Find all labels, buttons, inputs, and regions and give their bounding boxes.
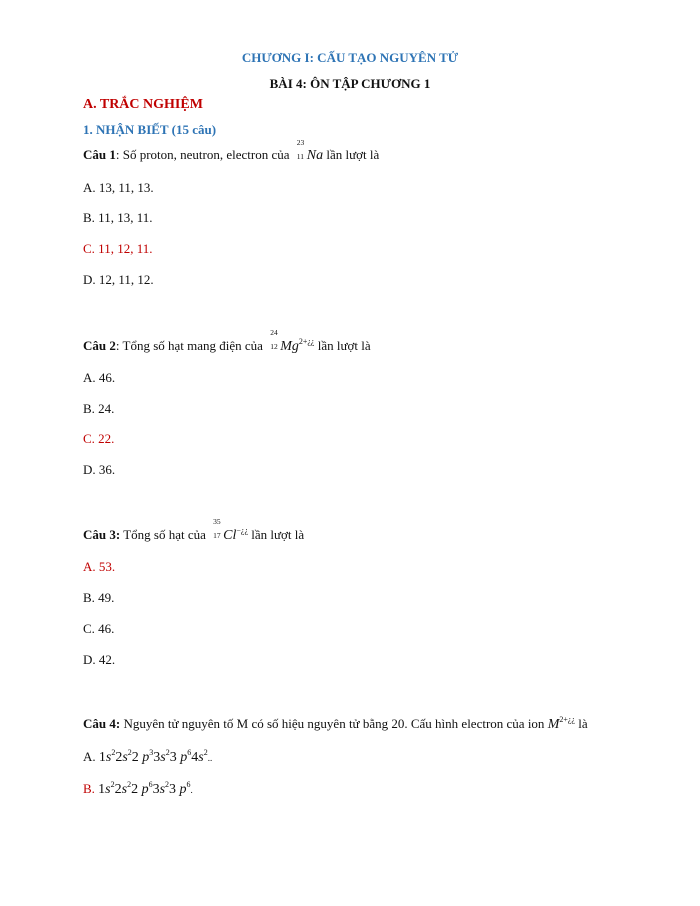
q1-option-a[interactable]: A. 13, 11, 13.	[83, 180, 154, 195]
q3-option-b[interactable]: B. 49.	[83, 590, 115, 605]
q1-option-d[interactable]: D. 12, 11, 12.	[83, 272, 154, 287]
isotope-notation	[213, 517, 248, 544]
q2-option-c[interactable]: C. 22.	[83, 431, 115, 446]
q3-option-d[interactable]: D. 42.	[83, 652, 116, 667]
q4-option-b[interactable]	[83, 780, 193, 798]
question-4	[83, 715, 588, 733]
isotope-notation	[296, 138, 324, 164]
q2-option-d[interactable]: D. 36.	[83, 462, 116, 477]
option-prefix: B.	[83, 781, 95, 796]
atomic-number: 12	[270, 342, 278, 351]
question-2	[83, 328, 371, 355]
question-label: Câu 3:	[83, 527, 121, 542]
question-text-after: lần lượt là	[317, 338, 371, 353]
electron-configuration: $1s^22s^22$ $p^63s^23$ $p^6$	[98, 780, 191, 797]
q1-option-b[interactable]: B. 11, 13, 11.	[83, 210, 153, 225]
q4-option-a[interactable]	[83, 748, 212, 766]
element-symbol: Mg	[280, 339, 299, 354]
ion-charge: 2+¿¿	[559, 715, 575, 724]
option-tail: .	[190, 785, 193, 795]
q1-option-c[interactable]: C. 11, 12, 11.	[83, 241, 153, 256]
question-text: : Tổng số hạt mang điện của	[115, 338, 263, 353]
chapter-title: CHƯƠNG I: CẤU TẠO NGUYÊN TỬ	[241, 50, 459, 65]
q2-option-b[interactable]: B. 24.	[83, 401, 115, 416]
question-label: Câu 1	[83, 147, 116, 162]
option-tail: ..	[207, 753, 213, 763]
lesson-title: BÀI 4: ÔN TẬP CHƯƠNG 1	[269, 76, 431, 91]
atomic-number: 17	[213, 531, 221, 540]
q2-option-a[interactable]: A. 46.	[83, 370, 116, 385]
option-prefix: A.	[83, 749, 96, 764]
question-text: Tổng số hạt của	[123, 527, 206, 542]
question-text-after: lần lượt là	[251, 527, 305, 542]
question-label: Câu 2	[83, 338, 116, 353]
element-symbol: Cl	[223, 528, 237, 543]
question-label: Câu 4:	[83, 716, 121, 731]
ion-charge: 2+¿¿	[298, 337, 315, 346]
q3-option-a[interactable]: A. 53.	[83, 559, 116, 574]
electron-configuration: $1s^22s^22$ $p^33s^23$ $p^64s^2$	[98, 748, 208, 765]
ion-symbol: M	[547, 717, 560, 732]
question-text-after: lần lượt là	[326, 147, 380, 162]
question-text-after: là	[578, 716, 588, 731]
q3-option-c[interactable]: C. 46.	[83, 621, 115, 636]
mass-number: 35	[213, 517, 221, 526]
question-text: Nguyên tử nguyên tố M có số hiệu nguyên tử bằng 20. Cấu hình electron của ion	[123, 716, 545, 731]
ion-charge: −¿¿	[236, 526, 248, 535]
subsection-heading: 1. NHẬN BIẾT (15 câu)	[83, 122, 217, 137]
section-a-heading: A. TRẮC NGHIỆM	[83, 97, 203, 112]
mass-number: 23	[296, 138, 305, 147]
atomic-number: 11	[296, 152, 305, 161]
mass-number: 24	[270, 328, 278, 337]
isotope-notation	[270, 328, 315, 355]
question-1	[83, 138, 380, 164]
question-3	[83, 517, 305, 544]
question-text: : Số proton, neutron, electron của	[115, 147, 290, 162]
element-symbol: Na	[306, 148, 324, 163]
